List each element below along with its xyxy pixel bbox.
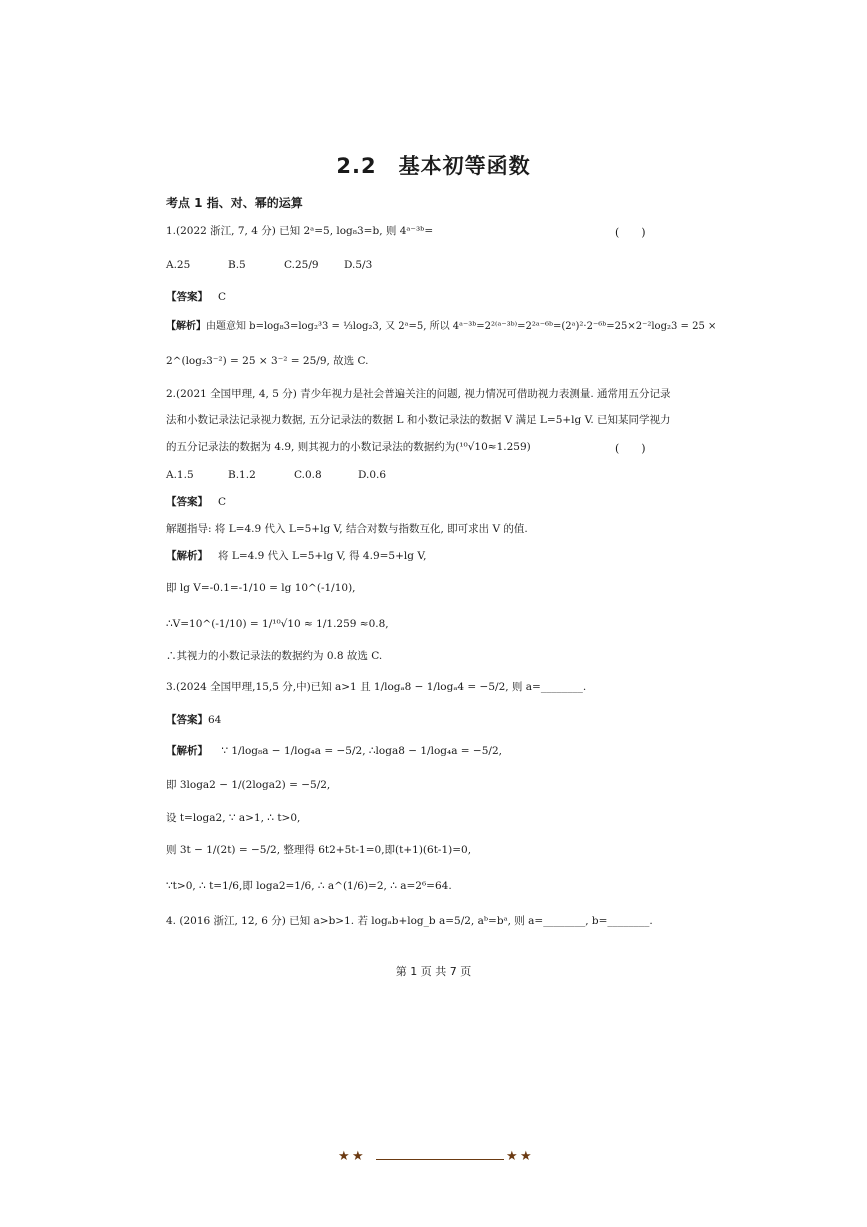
page-number-footer: 第 1 页 共 7 页	[395, 965, 472, 978]
q2-analysis-line-2: 即 lg V=-0.1=-1/10 = lg 10^(-1/10),	[166, 582, 356, 594]
q3-analysis-line-2: 即 3loga2 − 1/(2loga2) = −5/2,	[166, 779, 331, 791]
q2-stem-2: 法和小数记录法记录视力数据, 五分记录法的数据 L 和小数记录法的数据 V 满足 L=5+lg V. 已知某同学视力	[166, 414, 671, 426]
q3-analysis-line-4: 则 3t − 1/(2t) = −5/2, 整理得 6t2+5t-1=0,即(t+1)(6t-1)=0,	[166, 844, 472, 856]
q3-analysis-line-1	[166, 744, 502, 758]
answer-tag: 【答案】	[166, 291, 208, 303]
q2-hint: 解题指导: 将 L=4.9 代入 L=5+lg V, 结合对数与指数互化, 即可求出 V 的值.	[166, 523, 528, 535]
divider-line	[376, 1159, 504, 1160]
q3-analysis-line-3: 设 t=loga2, ∵ a>1, ∴ t>0,	[166, 812, 301, 824]
q2-stem-3: 的五分记录法的数据为 4.9, 则其视力的小数记录法的数据约为(¹⁰√10≈1.259)	[166, 441, 531, 453]
q2-answer-paren: ( )	[615, 442, 646, 455]
page-title: 2.2 基本初等函数	[336, 154, 531, 178]
q2-option-d: D.0.6	[358, 469, 387, 481]
q4-stem: 4. (2016 浙江, 12, 6 分) 已知 a>b>1. 若 logₐb+log_b a=5/2, aᵇ=bᵃ, 则 a=________, b=________.	[166, 915, 653, 927]
q1-answer-paren: ( )	[615, 226, 646, 239]
q2-options	[166, 468, 418, 482]
answer-tag: 【答案】	[166, 496, 208, 508]
star-icon: ★	[506, 1149, 518, 1164]
q3-answer: 64	[208, 714, 222, 726]
q1-analysis-text-1: 由题意知 b=log₈3=log₂³3 = ⅓log₂3, 又 2ᵃ=5, 所以 4ᵃ⁻³ᵇ=2²⁽ᵃ⁻³ᵇ⁾=2²ᵃ⁻⁶ᵇ=(2ᵃ)²·2⁻⁶ᵇ=25×2⁻²log₂3 = 25 ×	[206, 321, 717, 332]
star-icon: ★	[352, 1149, 364, 1164]
q1-answer-line	[166, 290, 226, 304]
q2-option-a: A.1.5	[166, 469, 194, 481]
analysis-tag: 【解析】	[166, 321, 206, 332]
q3-answer-line	[166, 713, 221, 727]
q1-analysis-line-2: 2^(log₂3⁻²) = 25 × 3⁻² = 25/9, 故选 C.	[166, 355, 369, 367]
q1-answer: C	[218, 291, 227, 303]
q1-options	[166, 258, 404, 272]
q3-analysis-line-5: ∵t>0, ∴ t=1/6,即 loga2=1/6, ∴ a^(1/6)=2, ∴ a=2⁶=64.	[166, 880, 452, 892]
q2-analysis-line-1	[166, 549, 426, 563]
q1-stem: 1.(2022 浙江, 7, 4 分) 已知 2ᵃ=5, log₈3=b, 则 4ᵃ⁻³ᵇ=	[166, 225, 434, 237]
q2-stem-1: 2.(2021 全国甲理, 4, 5 分) 青少年视力是社会普遍关注的问题, 视力情况可借助视力表测量. 通常用五分记录	[166, 388, 671, 400]
analysis-tag: 【解析】	[166, 550, 208, 562]
q2-analysis-line-4: ∴其视力的小数记录法的数据约为 0.8 故选 C.	[166, 650, 383, 662]
star-icon: ★	[520, 1149, 532, 1164]
q1-option-a: A.25	[166, 259, 191, 271]
q3-analysis-text-1: ∵ 1/log₈a − 1/log₄a = −5/2, ∴loga8 − 1/log₄a = −5/2,	[221, 745, 502, 757]
star-icon: ★	[338, 1149, 350, 1164]
answer-tag: 【答案】	[166, 714, 208, 726]
q2-option-c: C.0.8	[294, 469, 322, 481]
analysis-tag: 【解析】	[166, 745, 208, 757]
q2-option-b: B.1.2	[228, 469, 256, 481]
q2-analysis-line-3: ∴V=10^(-1/10) = 1/¹⁰√10 ≈ 1/1.259 ≈0.8,	[166, 618, 389, 630]
q3-stem: 3.(2024 全国甲理,15,5 分,中)已知 a>1 且 1/logₐ8 − 1/logₐ4 = −5/2, 则 a=________.	[166, 681, 587, 693]
section-heading: 考点 1 指、对、幂的运算	[166, 196, 303, 210]
q2-answer-line	[166, 495, 226, 509]
q1-option-b: B.5	[228, 259, 246, 271]
decorative-divider	[336, 1151, 532, 1167]
q2-analysis-text-1: 将 L=4.9 代入 L=5+lg V, 得 4.9=5+lg V,	[218, 550, 427, 562]
q1-option-c: C.25/9	[284, 259, 319, 271]
q2-answer: C	[218, 496, 227, 508]
q1-analysis-line-1	[166, 320, 716, 334]
q1-option-d: D.5/3	[344, 259, 373, 271]
